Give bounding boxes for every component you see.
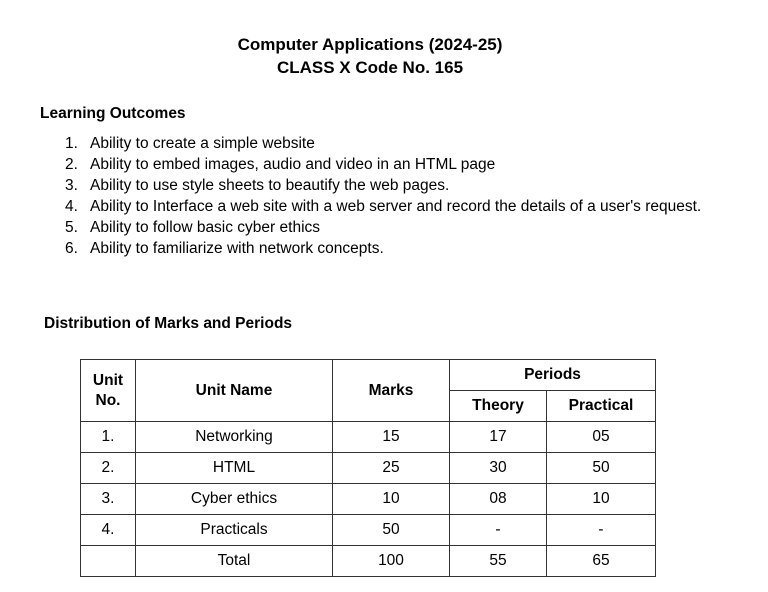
header-marks: Marks (333, 360, 450, 422)
list-item (60, 196, 720, 217)
list-item-text: Ability to use style sheets to beautify the web pages. (90, 177, 450, 194)
cell-practical: 50 (547, 453, 656, 484)
list-item-text: Ability to Interface a web site with a web server and record the details of a user's request. (90, 198, 702, 215)
table-total-row (81, 546, 656, 577)
cell-theory: 08 (450, 484, 547, 515)
cell-total-label: Total (136, 546, 333, 577)
document-subtitle: CLASS X Code No. 165 (276, 58, 464, 77)
cell-practical: 10 (547, 484, 656, 515)
learning-outcomes-heading: Learning Outcomes (40, 105, 186, 122)
cell-unit-no: 1. (81, 422, 136, 453)
table-row (81, 484, 656, 515)
list-item (60, 133, 720, 154)
cell-unit-no: 4. (81, 515, 136, 546)
list-item-number: 2. (65, 156, 78, 173)
cell-marks: 15 (333, 422, 450, 453)
list-item (60, 154, 720, 175)
cell-practical: - (547, 515, 656, 546)
header-unit-name: Unit Name (136, 360, 333, 422)
cell-theory: 17 (450, 422, 547, 453)
cell-marks: 50 (333, 515, 450, 546)
header-unit-no: Unit No. (81, 360, 136, 422)
list-item-number: 1. (65, 135, 78, 152)
cell-unit-no: 2. (81, 453, 136, 484)
cell-unit-name: Practicals (136, 515, 333, 546)
cell-unit-no (81, 546, 136, 577)
header-theory: Theory (450, 391, 547, 422)
list-item (60, 217, 720, 238)
marks-periods-table (80, 359, 656, 577)
list-item-text: Ability to create a simple website (90, 135, 315, 152)
cell-unit-name: HTML (136, 453, 333, 484)
list-item-number: 5. (65, 219, 78, 236)
cell-total-practical: 65 (547, 546, 656, 577)
list-item (60, 238, 720, 259)
header-periods: Periods (450, 360, 656, 391)
list-item-number: 3. (65, 177, 78, 194)
distribution-heading: Distribution of Marks and Periods (44, 315, 293, 332)
cell-unit-name: Networking (136, 422, 333, 453)
cell-theory: 30 (450, 453, 547, 484)
list-item-text: Ability to embed images, audio and video in an HTML page (90, 156, 496, 173)
cell-practical: 05 (547, 422, 656, 453)
list-item-number: 6. (65, 240, 78, 257)
cell-marks: 10 (333, 484, 450, 515)
list-item (60, 175, 720, 196)
cell-total-marks: 100 (333, 546, 450, 577)
learning-outcomes-list (60, 133, 720, 259)
list-item-text: Ability to follow basic cyber ethics (90, 219, 321, 236)
cell-theory: - (450, 515, 547, 546)
header-practical: Practical (547, 391, 656, 422)
cell-unit-no: 3. (81, 484, 136, 515)
cell-unit-name: Cyber ethics (136, 484, 333, 515)
cell-marks: 25 (333, 453, 450, 484)
document-title: Computer Applications (2024-25) (237, 35, 503, 54)
table-row (81, 422, 656, 453)
cell-total-theory: 55 (450, 546, 547, 577)
table-row (81, 453, 656, 484)
table-header-row (81, 360, 656, 391)
list-item-number: 4. (65, 198, 78, 215)
table-row (81, 515, 656, 546)
list-item-text: Ability to familiarize with network concepts. (90, 240, 384, 257)
